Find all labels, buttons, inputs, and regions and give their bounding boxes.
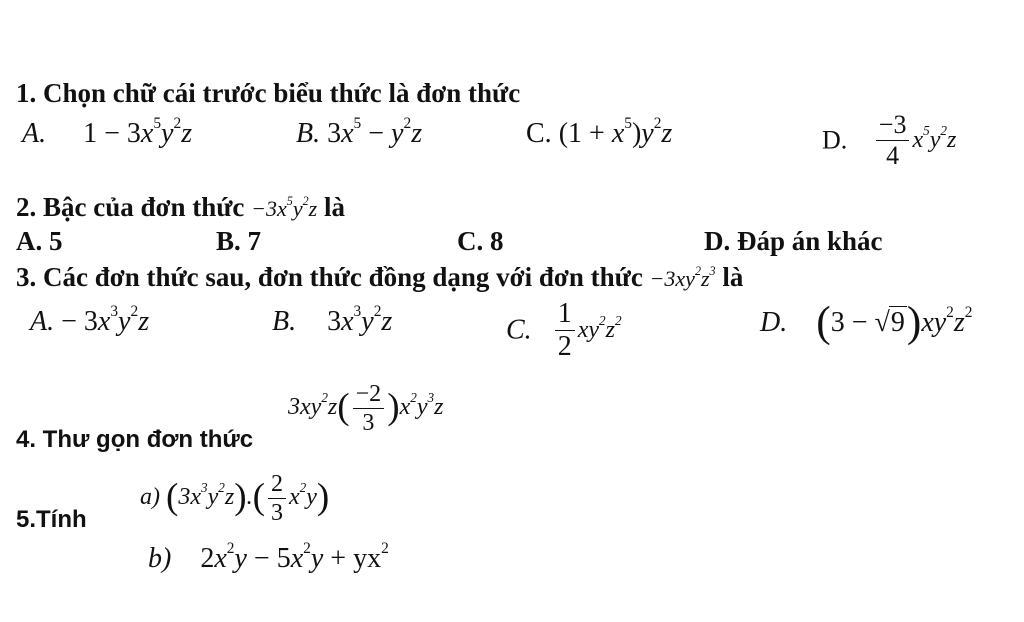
q5-part-b xyxy=(148,540,389,575)
question-text: 2. Bậc của đơn thức xyxy=(16,192,245,222)
q3-option-c xyxy=(506,300,622,361)
fraction: $\frac{-3}{4}$ xyxy=(876,112,910,169)
fraction: $\frac{2}{3}$ xyxy=(268,472,286,525)
q4-expression: $3xy^2z$( $\frac{-2}{3}$ )$x^2y^3z$ xyxy=(288,381,444,436)
q1-option-a xyxy=(22,115,193,150)
q2-option-b: B. 7 xyxy=(216,226,262,256)
option-label: B. xyxy=(272,306,297,337)
q2-option-d: D. Đáp án khác xyxy=(704,226,883,256)
option-label: D. xyxy=(760,307,788,338)
q1-option-d xyxy=(822,112,956,169)
q1-option-b xyxy=(296,115,423,150)
math-expression: $3x^5 - y^2z$ xyxy=(327,115,423,149)
part-label: b) xyxy=(148,543,172,574)
math-expression: $-3xy^2z^3$ xyxy=(649,264,716,291)
question-3-title xyxy=(16,262,743,293)
option-label: C. xyxy=(506,314,532,346)
q3-option-a xyxy=(30,303,150,338)
option-label: C. xyxy=(526,118,552,149)
q1-option-c xyxy=(526,115,673,150)
math-expression: $-3x^5y^2z$ xyxy=(251,194,318,221)
question-text: là xyxy=(323,192,345,222)
fraction: $\frac{-2}{3}$ xyxy=(353,382,385,435)
q3-option-b xyxy=(272,303,393,338)
math-expression: − $3x^3y^2z$ xyxy=(54,303,150,337)
option-label: B. xyxy=(296,118,321,149)
math-expression: $xy^2z^2$ xyxy=(577,313,622,343)
q2-option-a: A. 5 xyxy=(16,226,63,256)
part-label: a) xyxy=(140,484,160,511)
question-5-title: 5.Tính xyxy=(16,506,87,533)
math-expression: $x^5y^2z$ xyxy=(912,123,957,153)
question-text: là xyxy=(722,262,744,292)
option-label: A. xyxy=(22,118,47,149)
question-2-title xyxy=(16,192,345,223)
fraction: $\frac{1}{2}$ xyxy=(555,300,575,361)
question-1-title: 1. Chọn chữ cái trước biểu thức là đơn thức xyxy=(16,78,521,108)
math-expression: $2x^2y - 5x^2y + yx^2$ xyxy=(200,540,389,574)
math-expression: $3x^3y^2z$ xyxy=(327,303,393,337)
q3-option-d xyxy=(760,298,973,347)
math-expression: $(3x^3y^2z)$.( $\frac{2}{3}$ $x^2y$) xyxy=(166,471,330,526)
q5-part-a xyxy=(140,472,329,525)
q2-option-c: C. 8 xyxy=(457,226,504,256)
option-label: D. xyxy=(822,125,848,155)
math-expression: $(1 + x^5)y^2z$ xyxy=(558,115,673,149)
math-expression: $(3 - √9)xy^2z^2$ xyxy=(816,298,973,347)
math-expression: $1 - 3x^5y^2z$ xyxy=(83,115,193,149)
option-label: A. xyxy=(30,306,55,337)
question-text: 3. Các đơn thức sau, đơn thức đồng dạng với đơn thức xyxy=(16,262,643,292)
question-4-title: 4. Thư gọn đơn thức xyxy=(16,426,254,453)
